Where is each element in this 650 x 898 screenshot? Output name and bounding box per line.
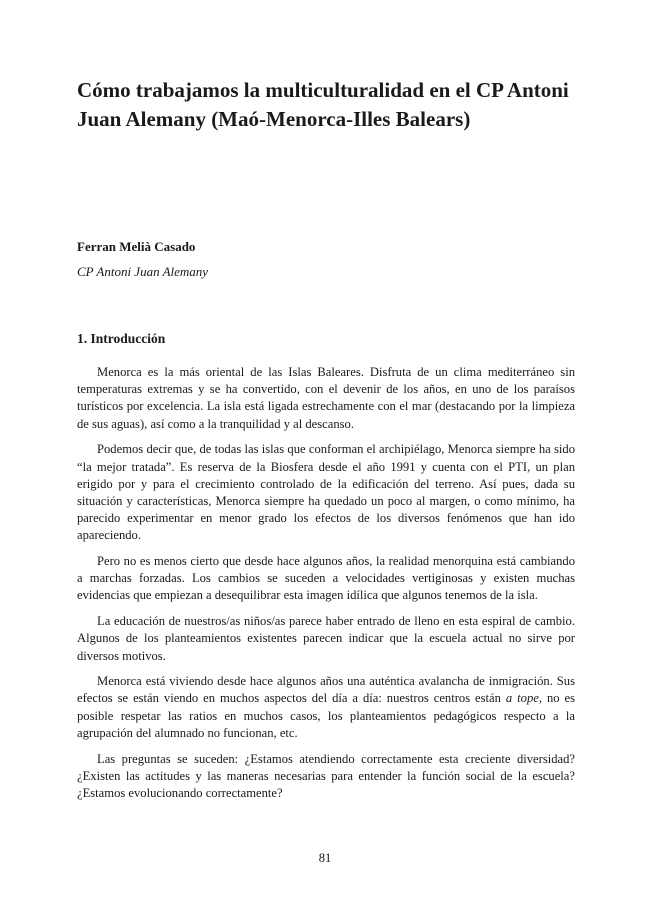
- paragraph-5: [77, 673, 575, 742]
- paragraph-4: La educación de nuestros/as niños/as parece haber entrado de lleno en esta espiral de cambio. Algunos de los planteamientos existentes parecen indicar que la escuela actual no sirve por diversos motivos.: [77, 614, 575, 663]
- paragraph-3: Pero no es menos cierto que desde hace algunos años, la realidad menorquina está cambiando a marchas forzadas. Los cambios se suceden a velocidades vertiginosas y existen muchas evidencias que empiezan a desequilibrar esta imagen idílica que algunos tenemos de la isla.: [77, 554, 575, 603]
- article-title: Cómo trabajamos la multiculturalidad en el CP Antoni Juan Alemany (Maó-Menorca-Illes Balears): [77, 78, 569, 131]
- paragraph-5-text-after: , no es posible respetar las ratios en muchos casos, los planteamientos pedagógicos respecto a la agrupación del alumnado no funcionan, etc.: [77, 691, 575, 740]
- paragraph-2: Podemos decir que, de todas las islas que conforman el archipiélago, Menorca siempre ha sido “la mejor tratada”. Es reserva de la Biosfera desde el año 1991 y cuenta con el PTI, un plan erigido por y para el crecimiento controlado de la edificación del terreno. Así pues, dada su situación y características, Menorca siempre ha quedado un poco al margen, o como mínimo, ha parecido experimentar en menor grado los efectos de los diversos fenómenos que han ido apareciendo.: [77, 442, 575, 543]
- paragraph-5-emphasis: a tope: [505, 691, 539, 706]
- section-body: [77, 364, 575, 811]
- section-heading: 1. Introducción: [77, 331, 166, 346]
- paragraph-6: Las preguntas se suceden: ¿Estamos atendiendo correctamente esta creciente diversidad? ¿Existen las actitudes y las maneras necesarias para entender la función social de la escuela? ¿Estamos evolucionando correctamente?: [77, 751, 575, 800]
- author-affiliation: CP Antoni Juan Alemany: [77, 264, 209, 279]
- paragraph-5-text-before: Menorca está viviendo desde hace algunos años una auténtica avalancha de inmigración. Sus efectos se están viendo en muchos aspectos del día a día: nuestros centros están: [77, 674, 575, 706]
- author-block: [77, 234, 208, 284]
- author-name: Ferran Melià Casado: [77, 239, 196, 254]
- paragraph-1: Menorca es la más oriental de las Islas Baleares. Disfruta de un clima mediterráneo sin temperaturas extremas y se ha convertido, con el devenir de los años, en uno de los paraísos turísticos por excelencia. La isla está ligada estrechamente con el mar (destacando por la limpieza de sus aguas), así como a la tranquilidad y al descanso.: [77, 365, 575, 431]
- page-number: 81: [318, 851, 332, 865]
